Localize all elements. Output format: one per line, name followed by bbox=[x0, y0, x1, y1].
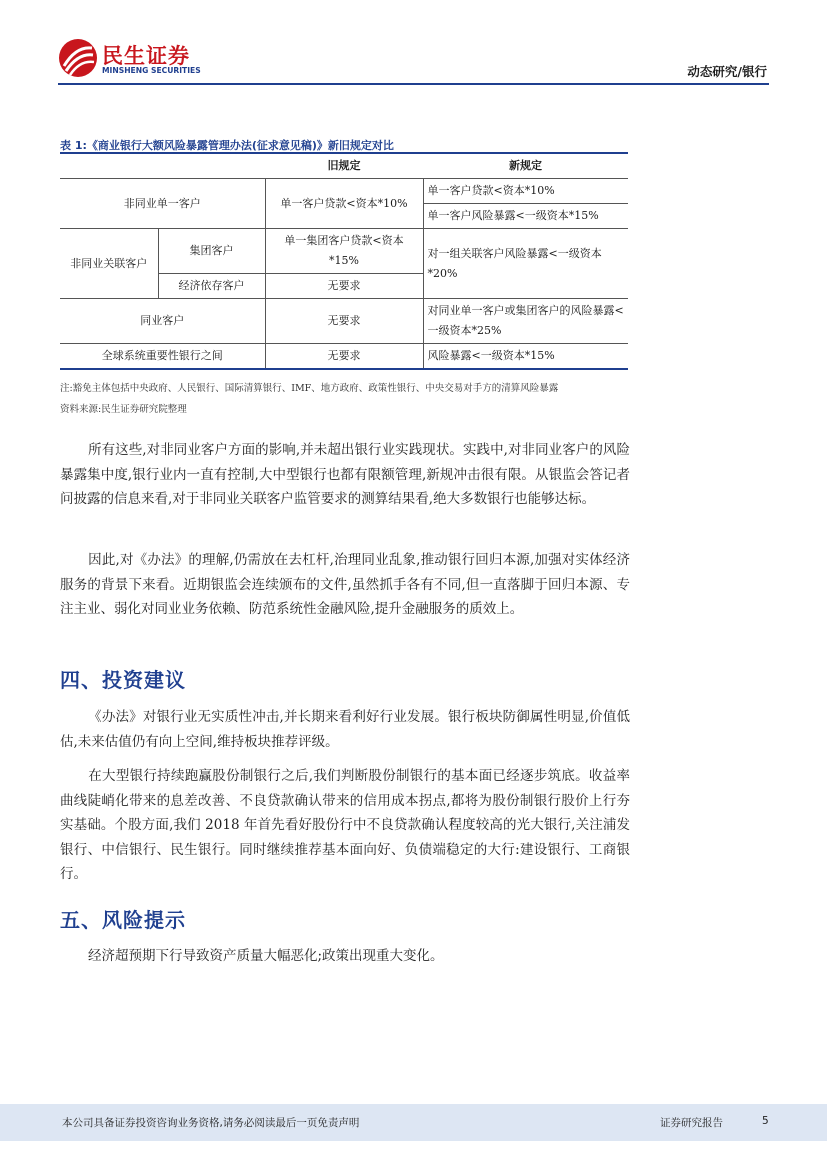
logo-text-en: MINSHENG SECURITIES bbox=[102, 66, 201, 75]
paragraph-text: 经济超预期下行导致资产质量大幅恶化;政策出现重大变化。 bbox=[88, 948, 444, 964]
cell-old: 无要求 bbox=[265, 299, 423, 344]
cell-new: 对同业单一客户或集团客户的风险暴露<一级资本*25% bbox=[423, 299, 628, 344]
table-header-new: 新规定 bbox=[423, 153, 628, 179]
table-notes bbox=[60, 378, 558, 420]
table-header-old: 旧规定 bbox=[265, 153, 423, 179]
report-category: 动态研究/银行 bbox=[687, 64, 767, 79]
body-paragraph bbox=[60, 705, 630, 754]
body-paragraph bbox=[60, 438, 630, 512]
cell-old: 单一客户贷款<资本*10% bbox=[265, 179, 423, 229]
page-header bbox=[0, 0, 827, 90]
row-label: 非同业单一客户 bbox=[60, 179, 265, 229]
minsheng-logo-icon bbox=[58, 38, 98, 78]
row-group-label: 非同业关联客户 bbox=[60, 229, 158, 299]
company-logo bbox=[58, 38, 208, 82]
page-footer bbox=[0, 1104, 827, 1141]
table-note: 注:豁免主体包括中央政府、人民银行、国际清算银行、IMF、地方政府、政策性银行、中央交易对手方的清算风险暴露 bbox=[60, 383, 559, 394]
cell-new: 风险暴露<一级资本*15% bbox=[423, 344, 628, 370]
cell-new: 单一客户风险暴露<一级资本*15% bbox=[423, 204, 628, 229]
header-divider bbox=[58, 83, 769, 85]
cell-old: 无要求 bbox=[265, 344, 423, 370]
row-sub-label: 经济依存客户 bbox=[158, 274, 265, 299]
cell-old: 无要求 bbox=[265, 274, 423, 299]
section-heading: 五、风险提示 bbox=[60, 908, 186, 932]
body-paragraph bbox=[60, 764, 630, 887]
body-paragraph bbox=[60, 548, 630, 622]
footer-report-type: 证券研究报告 bbox=[660, 1117, 723, 1129]
body-paragraph bbox=[60, 944, 630, 969]
comparison-table bbox=[60, 152, 628, 370]
row-label: 同业客户 bbox=[60, 299, 265, 344]
cell-old: 单一集团客户贷款<资本*15% bbox=[265, 229, 423, 274]
paragraph-text: 在大型银行持续跑赢股份制银行之后,我们判断股份制银行的基本面已经逐步筑底。收益率曲线陡峭化带来的息差改善、不良贷款确认带来的信用成本拐点,都将为股份制银行股价上行夯实基础。个股方面,我们 2018 年首先看好股份行中不良贷款确认程度较高的光大银行,关注浦发银行、中信银行、民生银行。同时继续推荐基本面向好、负债端稳定的大行:建设银行、工商银行。 bbox=[60, 768, 630, 882]
table-header-blank bbox=[60, 153, 265, 179]
paragraph-text: 因此,对《办法》的理解,仍需放在去杠杆,治理同业乱象,推动银行回归本源,加强对实体经济服务的背景下来看。近期银监会连续颁布的文件,虽然抓手各有不同,但一直落脚于回归本源、专注主业、弱化对同业业务依赖、防范系统性金融风险,提升金融服务的质效上。 bbox=[60, 552, 630, 617]
cell-new: 对一组关联客户风险暴露<一级资本*20% bbox=[423, 229, 628, 299]
table-caption: 表 1:《商业银行大额风险暴露管理办法(征求意见稿)》新旧规定对比 bbox=[60, 139, 394, 152]
table-header-row bbox=[60, 153, 628, 179]
table-row bbox=[60, 299, 628, 344]
page-number: 5 bbox=[762, 1115, 769, 1127]
paragraph-text: 《办法》对银行业无实质性冲击,并长期来看利好行业发展。银行板块防御属性明显,价值低估,未来估值仍有向上空间,维持板块推荐评级。 bbox=[60, 709, 630, 750]
table-row bbox=[60, 344, 628, 370]
footer-disclaimer: 本公司具备证券投资咨询业务资格,请务必阅读最后一页免责声明 bbox=[62, 1117, 360, 1129]
row-sub-label: 集团客户 bbox=[158, 229, 265, 274]
logo-text-cn: 民生证券 bbox=[102, 44, 190, 68]
paragraph-text: 所有这些,对非同业客户方面的影响,并未超出银行业实践现状。实践中,对非同业客户的风险暴露集中度,银行业内一直有控制,大中型银行也都有限额管理,新规冲击很有限。从银监会答记者问披露的信息来看,对于非同业关联客户监管要求的测算结果看,绝大多数银行也能够达标。 bbox=[60, 442, 630, 507]
row-label: 全球系统重要性银行之间 bbox=[60, 344, 265, 370]
table-source: 资料来源:民生证券研究院整理 bbox=[60, 404, 187, 415]
table-row bbox=[60, 229, 628, 274]
section-heading: 四、投资建议 bbox=[60, 668, 186, 692]
table-row bbox=[60, 179, 628, 204]
cell-new: 单一客户贷款<资本*10% bbox=[423, 179, 628, 204]
